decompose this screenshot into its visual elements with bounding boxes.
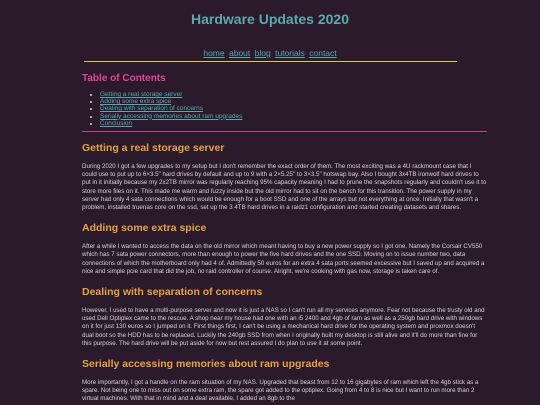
nav-link-home[interactable]: home <box>203 48 225 58</box>
toc-item <box>100 113 487 120</box>
section-heading-storage-server: Getting a real storage server <box>82 142 225 155</box>
section-heading-ram-upgrades: Serially accessing memories about ram upgrades <box>82 358 330 371</box>
section-heading-separation: Dealing with separation of concerns <box>82 286 263 299</box>
toc-list <box>82 91 487 127</box>
toc-divider <box>82 131 487 132</box>
nav-link-contact[interactable]: contact <box>309 48 337 58</box>
toc-link-conclusion[interactable]: Conclusion <box>100 119 133 127</box>
toc-link-extra-spice[interactable]: Adding some extra spice <box>100 98 172 106</box>
section-heading-extra-spice: Adding some extra spice <box>82 222 207 235</box>
toc-item <box>100 98 487 105</box>
header-divider <box>84 61 457 62</box>
section-body-separation: However, I used to have a multi-purpose server and now it is just a NAS so I can't run all my services anymore. Fear not because the trusty old and used Dell Optiplex came to the rescue. A shop near my house had one with an i5 2400 and 4gb of ram as well as a 250gb hard drive with windows on it for just 130 euros so I jumped on it. First things first, I can't be using a mechanical hard drive for the operating system and proxmox doesn't dual boot so the HDD has to be replaced. Luckily the 240gb SSD from when I originally built my desktop is still alive and it'll do more than fine for this purpose. The hard drive will be put aside for now but rest assured I do plan to use it at some point. <box>82 307 485 347</box>
toc-link-storage-server[interactable]: Getting a real storage server <box>100 91 183 98</box>
section-body-storage-server: During 2020 I got a few upgrades to my setup but I don't remember the exact order of them. The most exciting was a 4U rackmount case that I could use to put up to 6×3.5" hard drives by default and up to 9 with a 2×5.25" to 3×3.5" hotswap bay. Also I bought 3x4TB ironwolf hard drives to put in it initially because my 2x2TB mirror was regularly reaching 95% capacity meaning I had to prune the snapshots regularly and couldn't use it to store more files on it. This made me warm and fuzzy inside but the old mirror had to sit on the bench for this transition. The power supply in my server had only 4 sata connections which would be enough for a boot SSD and one of the arrays but not everything at once. Initially that wasn't a problem, installed truenas core on the ssd, set up the 3 4TB hard drives in a raidz1 configuration and started creating datasets and shares. <box>82 163 487 212</box>
nav-link-tutorials[interactable]: tutorials <box>275 48 305 58</box>
top-nav <box>0 48 540 59</box>
section-body-extra-spice: After a while I wanted to access the data on the old mirror which meant having to buy a new power supply so I got one. Namely the Corsair CV550 which has 7 sata power connectors, more than enough to power the five hard drives and the one SSD. Moving on to issue number two, data connections of which the motherboard only had 4 of. Admittedly 50 euros for an extra 4 sata ports seemed excessive but I saved up and acquired a nice and simple pcie card that did the job, no raid controller of course. Alright, we're cooking with gas now, storage is taken care of. <box>82 243 485 275</box>
section-body-ram-upgrades: More importantly, I got a handle on the ram situation of my NAS. Upgraded that beast from 12 to 16 gigabytes of ram which left the 4gb stick as a spare. Not being one to miss out on some extra ram, the spare got added to the optiplex. Going from 4 to 8 is nice but I want to run more than 2 virtual machines. With that in mind and a deal available, I added an 8gb to the <box>82 379 479 403</box>
article <box>0 73 540 404</box>
site-title: Hardware Updates 2020 <box>191 11 349 27</box>
toc-title: Table of Contents <box>82 73 166 84</box>
toc-link-ram-upgrades[interactable]: Serially accessing memories about ram upgrades <box>100 112 243 120</box>
nav-link-blog[interactable]: blog <box>254 48 271 58</box>
toc-item <box>100 105 487 112</box>
toc-item <box>100 120 487 127</box>
toc-link-separation[interactable]: Dealing with separation of concerns <box>100 105 203 113</box>
nav-link-about[interactable]: about <box>228 48 251 58</box>
toc-item <box>100 91 487 98</box>
